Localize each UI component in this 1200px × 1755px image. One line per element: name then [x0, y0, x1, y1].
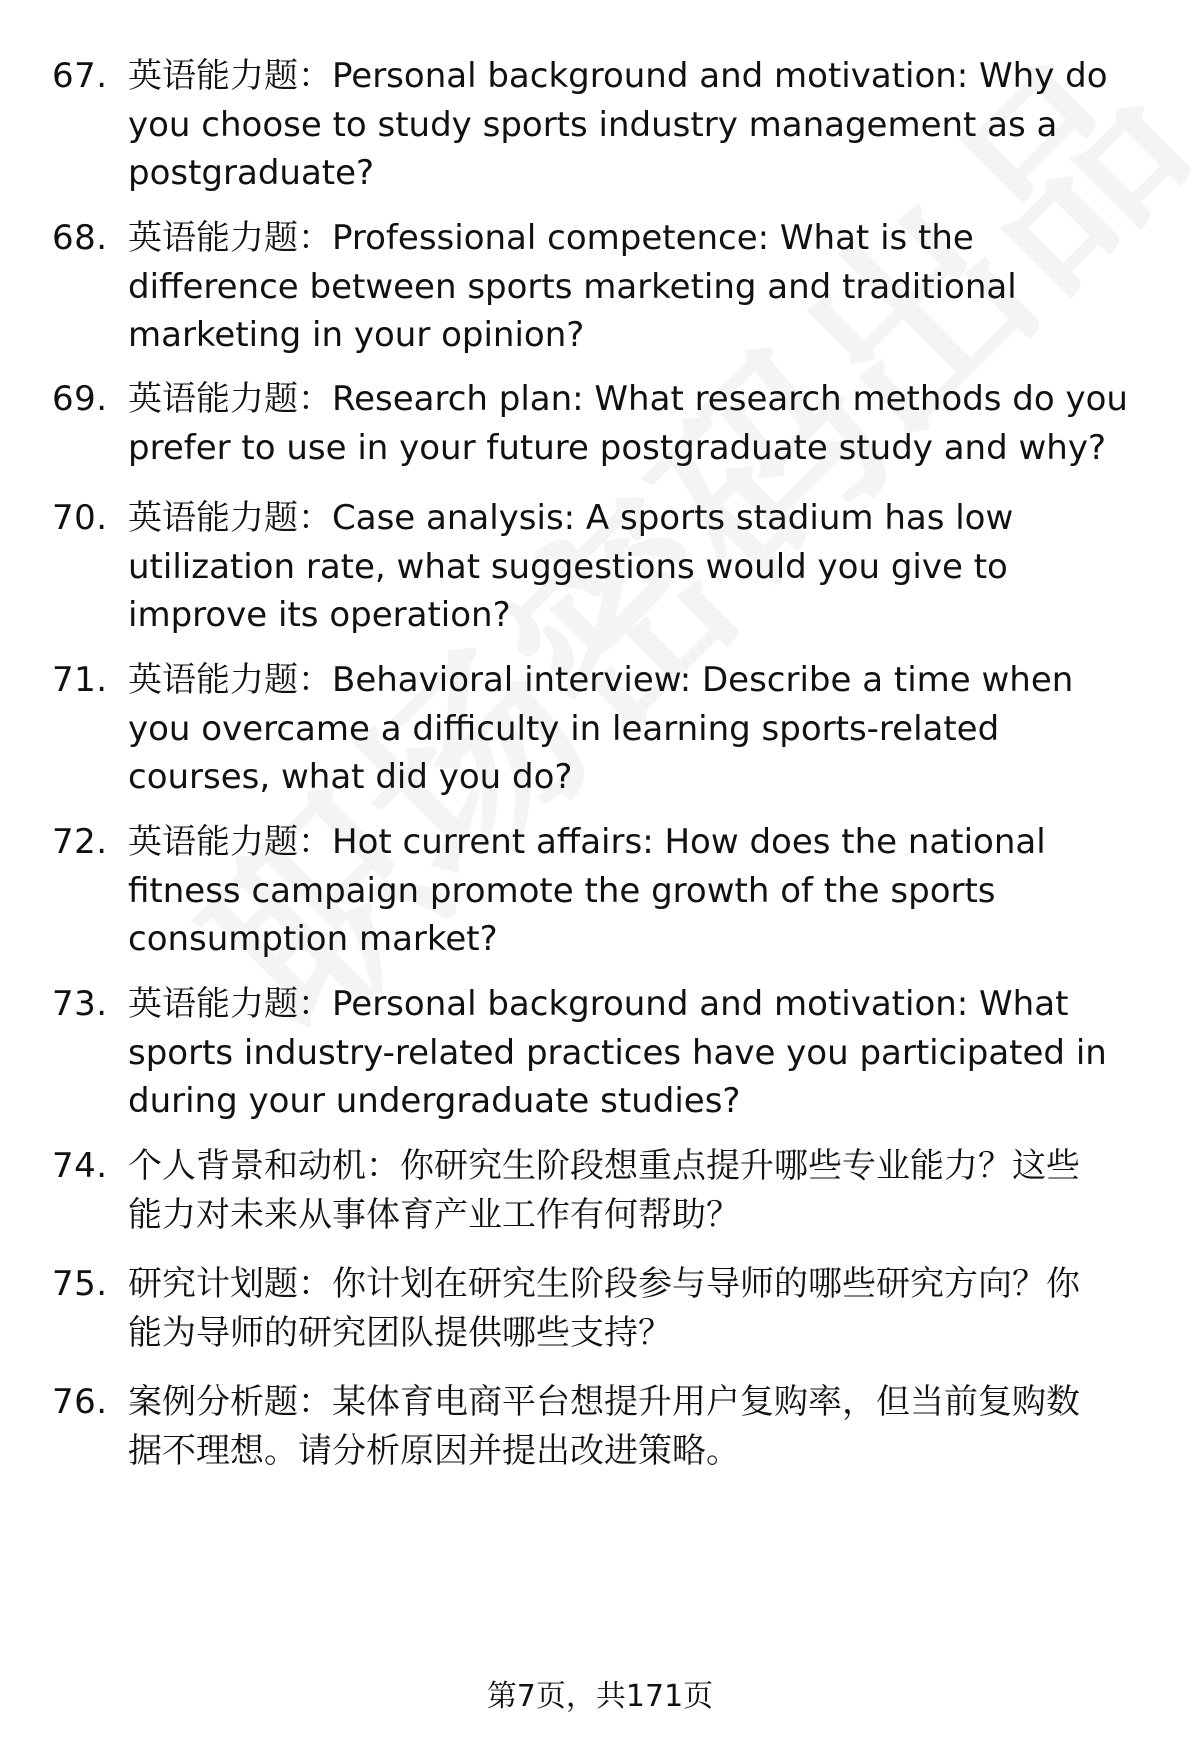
question-number: 73.: [52, 984, 108, 1024]
question-text: 个人背景和动机：你研究生阶段想重点提升哪些专业能力？这些 能力对未来从事体育产业工作有何帮助？: [128, 1146, 1080, 1235]
question-text: 英语能力题：Hot current affairs: How does the national fitness campaign promote the growth of the sports consumption market?: [128, 822, 1046, 959]
question-number: 68.: [52, 218, 108, 258]
question-text: 英语能力题：Personal background and motivation: What sports industry-related practices have you participated in during your undergraduate studies?: [128, 984, 1107, 1121]
question-number: 71.: [52, 660, 108, 700]
question-number: 69.: [52, 379, 108, 419]
question-number: 76.: [52, 1382, 108, 1422]
question-text: 英语能力题：Case analysis: A sports stadium has low utilization rate, what suggestions would you give to improve its operation?: [128, 498, 1014, 635]
question-text: 英语能力题：Professional competence: What is the difference between sports marketing and traditional marketing in your opinion?: [128, 218, 1017, 355]
question-number: 70.: [52, 498, 108, 538]
question-number: 74.: [52, 1146, 108, 1186]
question-number: 67.: [52, 56, 108, 96]
question-text: 研究计划题：你计划在研究生阶段参与导师的哪些研究方向？你 能为导师的研究团队提供哪些支持？: [128, 1264, 1080, 1353]
question-text: 英语能力题：Research plan: What research methods do you prefer to use in your future postgraduate study and why?: [128, 379, 1128, 468]
question-text: 英语能力题：Personal background and motivation: Why do you choose to study sports industry management as a postgraduate?: [128, 56, 1108, 193]
question-number: 72.: [52, 822, 108, 862]
question-text: 英语能力题：Behavioral interview: Describe a time when you overcame a difficulty in learning sports-related courses, what did you do?: [128, 660, 1074, 797]
question-number: 75.: [52, 1264, 108, 1304]
page-number-footer: 第7页，共171页: [486, 1679, 714, 1714]
question-text: 案例分析题：某体育电商平台想提升用户复购率，但当前复购数 据不理想。请分析原因并提出改进策略。: [128, 1382, 1080, 1471]
